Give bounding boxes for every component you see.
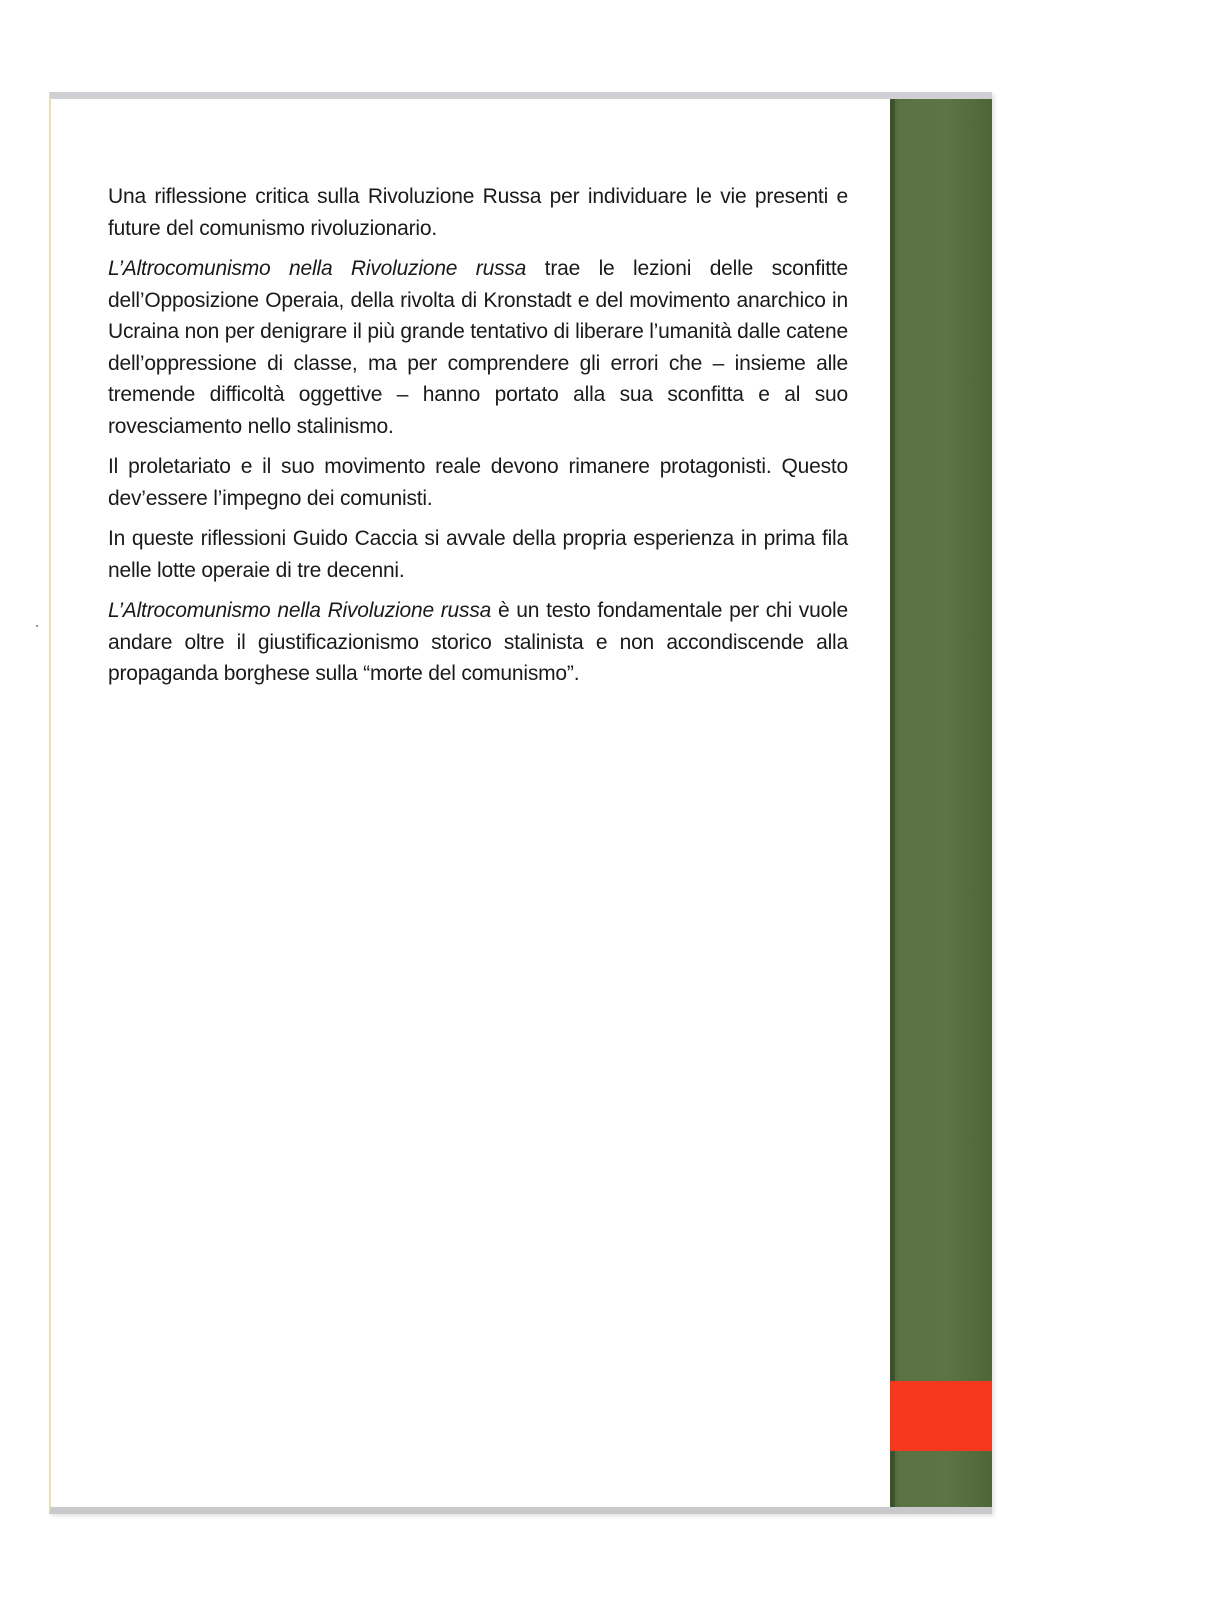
blurb-paragraph-2 (108, 253, 848, 442)
blurb-paragraph-4 (108, 523, 848, 586)
paragraph-2-text: trae le lezioni delle sconfitte dell’Opposizione Operaia, della rivolta di Kronstadt e del movimento anarchico in Ucraina non per denigrare il più grande tentativo di liberare l’umanità dalle catene dell’oppressione di classe, ma per comprendere gli errori che – insieme alle tremende difficoltà oggettive – hanno portato alla sua sconfitta e al suo rovesciamento nello stalinismo. (108, 257, 848, 438)
paragraph-3-text: Il proletariato e il suo movimento reale devono rimanere protagonisti. Questo dev’essere l’impegno dei comunisti. (108, 455, 848, 510)
blurb-text (108, 181, 848, 699)
book-spine (890, 99, 992, 1507)
paragraph-5-text: è un testo fondamentale per chi vuole andare oltre il giustificazionismo storico stalinista e non accondiscende alla propaganda borghese sulla “morte del comunismo”. (108, 599, 848, 685)
book-back-cover (49, 92, 992, 1514)
blurb-paragraph-1 (108, 181, 848, 244)
blurb-paragraph-3 (108, 451, 848, 514)
spine-fold-shadow (890, 99, 895, 1507)
paragraph-4-text: In queste riflessioni Guido Caccia si avvale della propria esperienza in prima fila nelle lotte operaie di tre decenni. (108, 527, 848, 582)
book-title-italic: L’Altrocomunismo nella Rivoluzione russa (108, 257, 527, 280)
book-title-italic: L’Altrocomunismo nella Rivoluzione russa (108, 599, 492, 622)
blurb-paragraph-5 (108, 595, 848, 690)
scan-speck (36, 625, 38, 627)
paragraph-1-text: Una riflessione critica sulla Rivoluzione Russa per individuare le vie presenti e future del comunismo rivoluzionario. (108, 185, 848, 240)
spine-red-band (890, 1381, 992, 1451)
